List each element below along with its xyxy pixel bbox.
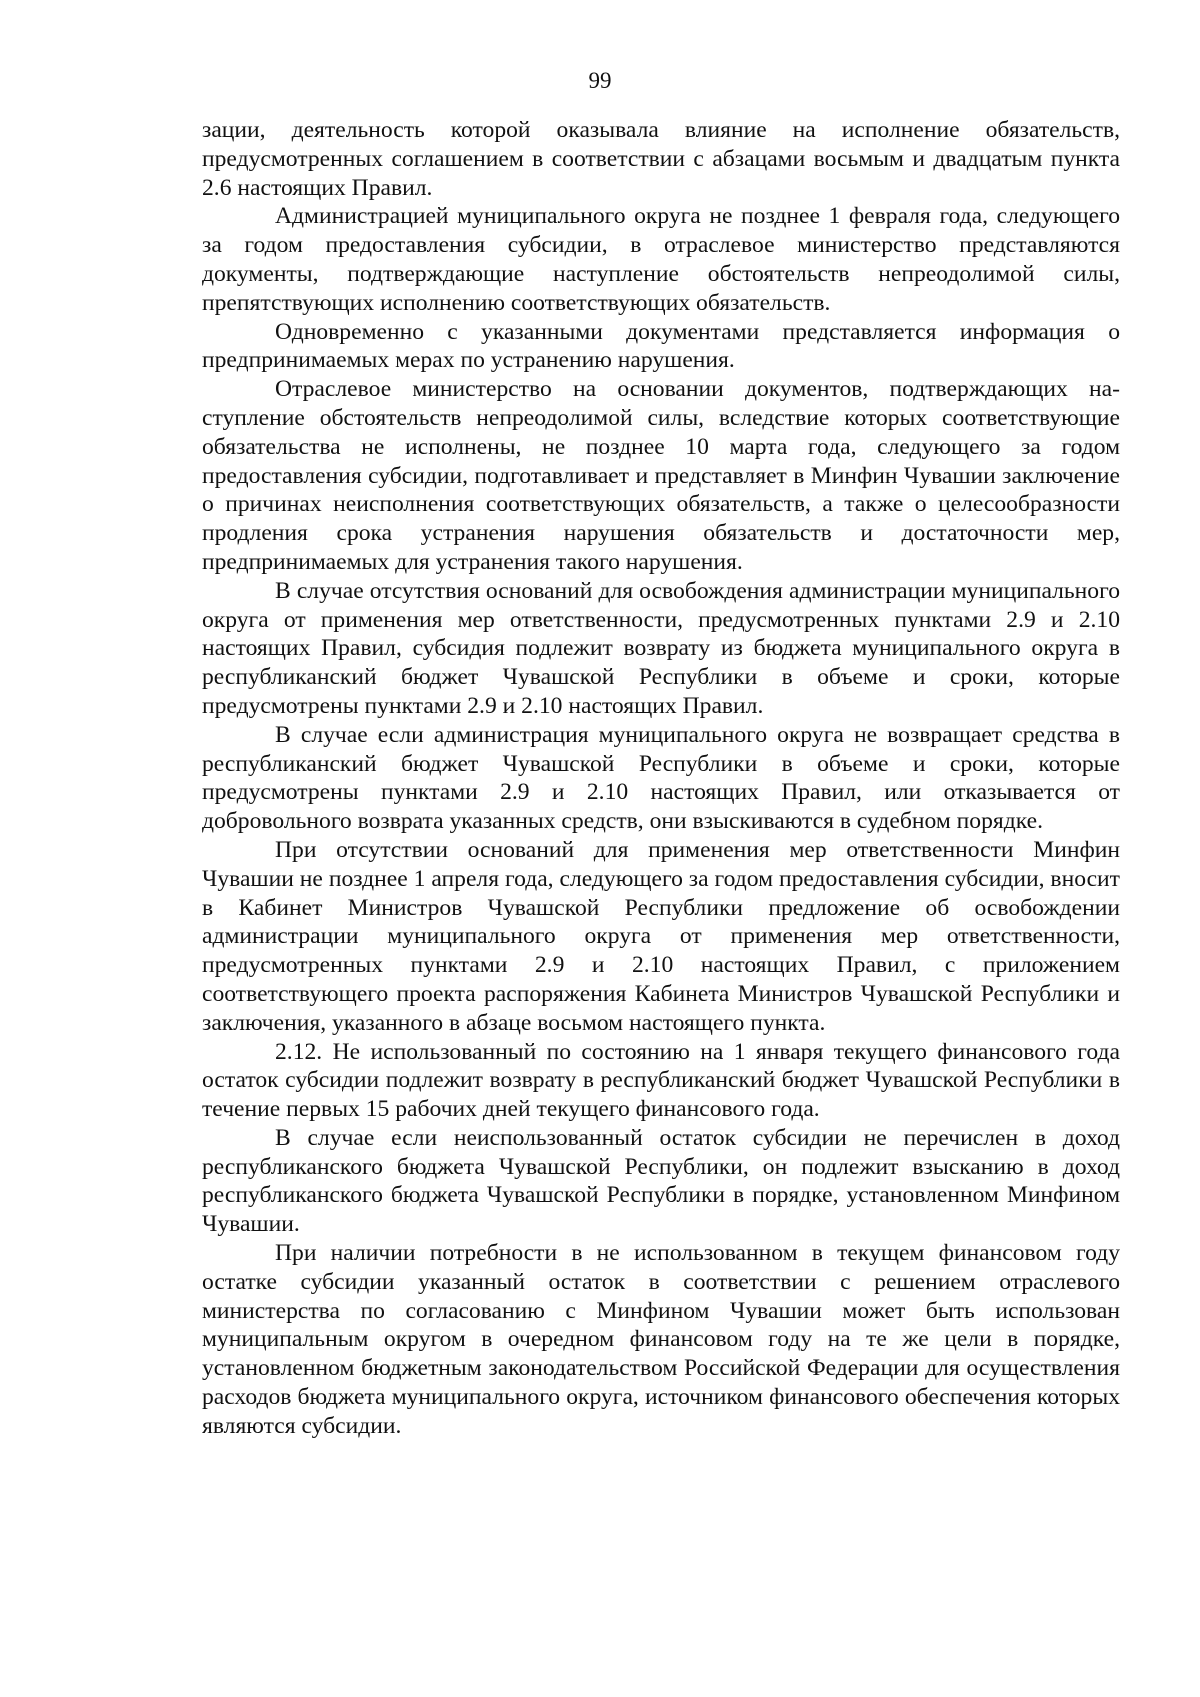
paragraph-6: В случае если администрация муниципального округа не возвращает средства в республиканский бюджет Чувашской Республики в объеме и сроки, которые предусмотрены пунктами 2.9 и 2.10 настоящих Правил, или отказывается от добровольного возврата указанных средств, они взыскиваются в судебном порядке. — [202, 721, 1120, 835]
paragraph-10: При наличии потребности в не использованном в текущем финансовом году остатке субсидии указанный остаток в соответствии с решением отраслевого министерства по согласованию с Минфином Чувашии может быть использован муниципальным округом в очередном финансовом году на те же цели в порядке, установленном бюджетным законодательством Российской Федерации для осуществления расходов бюджета муниципального округа, источником финансового обеспечения которых являются субсидии. — [202, 1240, 1120, 1439]
paragraph-5: В случае отсутствия оснований для освобождения администрации муниципального округа от применения мер ответственности, предусмотренных пунктами 2.9 и 2.10 настоящих Правил, субсидия подлежит возврату из бюджета муниципального округа в республиканский бюджет Чувашской Республики в объеме и сроки, которые предусмотрены пунктами 2.9 и 2.10 настоящих Правил. — [202, 577, 1120, 719]
document-body — [202, 116, 1120, 1441]
paragraph-8: 2.12. Не использованный по состоянию на 1 января текущего финансового года остаток субсидии подлежит возврату в республиканский бюджет Чувашской Республики в течение первых 15 рабочих дней текущего финансового года. — [202, 1038, 1120, 1123]
paragraph-2: Администрацией муниципального округа не позднее 1 февраля года, следующего за годом предоставления субсидии, в отраслевое министерство представляются документы, подтверждающие наступление обстоятельств непреодолимой силы, препятствующих исполнению соответствующих обязательств. — [202, 203, 1120, 316]
paragraph-3: Одновременно с указанными документами представляется информация о предпринимаемых мерах по устранению нарушения. — [202, 318, 1120, 374]
paragraph-9: В случае если неиспользованный остаток субсидии не перечислен в доход республиканского бюджета Чувашской Республики, он подлежит взысканию в доход республиканского бюджета Чувашской Республики в порядке, установленном Минфином Чувашии. — [202, 1124, 1120, 1238]
paragraph-4: Отраслевое министерство на основании документов, подтверждающих наступление обстоятельств непреодолимой силы, вследствие которых соответствующие обязательства не исполнены, не позднее 10 марта года, следующего за годом предоставления субсидии, подготавливает и представляет в Минфин Чувашии заключение о причинах неисполнения соответствующих обязательств, а также о целесообразности продления срока устранения нарушения обязательств и достаточности мер, предпринимаемых для устранения такого нарушения. — [202, 376, 1120, 575]
paragraph-1: зации, деятельность которой оказывала влияние на исполнение обязательств, предусмотренных соглашением в соответствии с абзацами восьмым и двадцатым пункта 2.6 настоящих Правил. — [202, 117, 1120, 201]
paragraph-7: При отсутствии оснований для применения мер ответственности Минфин Чувашии не позднее 1 апреля года, следующего за годом предоставления субсидии, вносит в Кабинет Министров Чувашской Республики предложение об освобождении администрации муниципального округа от применения мер ответственности, предусмотренных пунктами 2.9 и 2.10 настоящих Правил, с приложением соответствующего проекта распоряжения Кабинета Министров Чувашской Республики и заключения, указанного в абзаце восьмом настоящего пункта. — [202, 836, 1120, 1036]
page-number: 99 — [588, 68, 612, 93]
